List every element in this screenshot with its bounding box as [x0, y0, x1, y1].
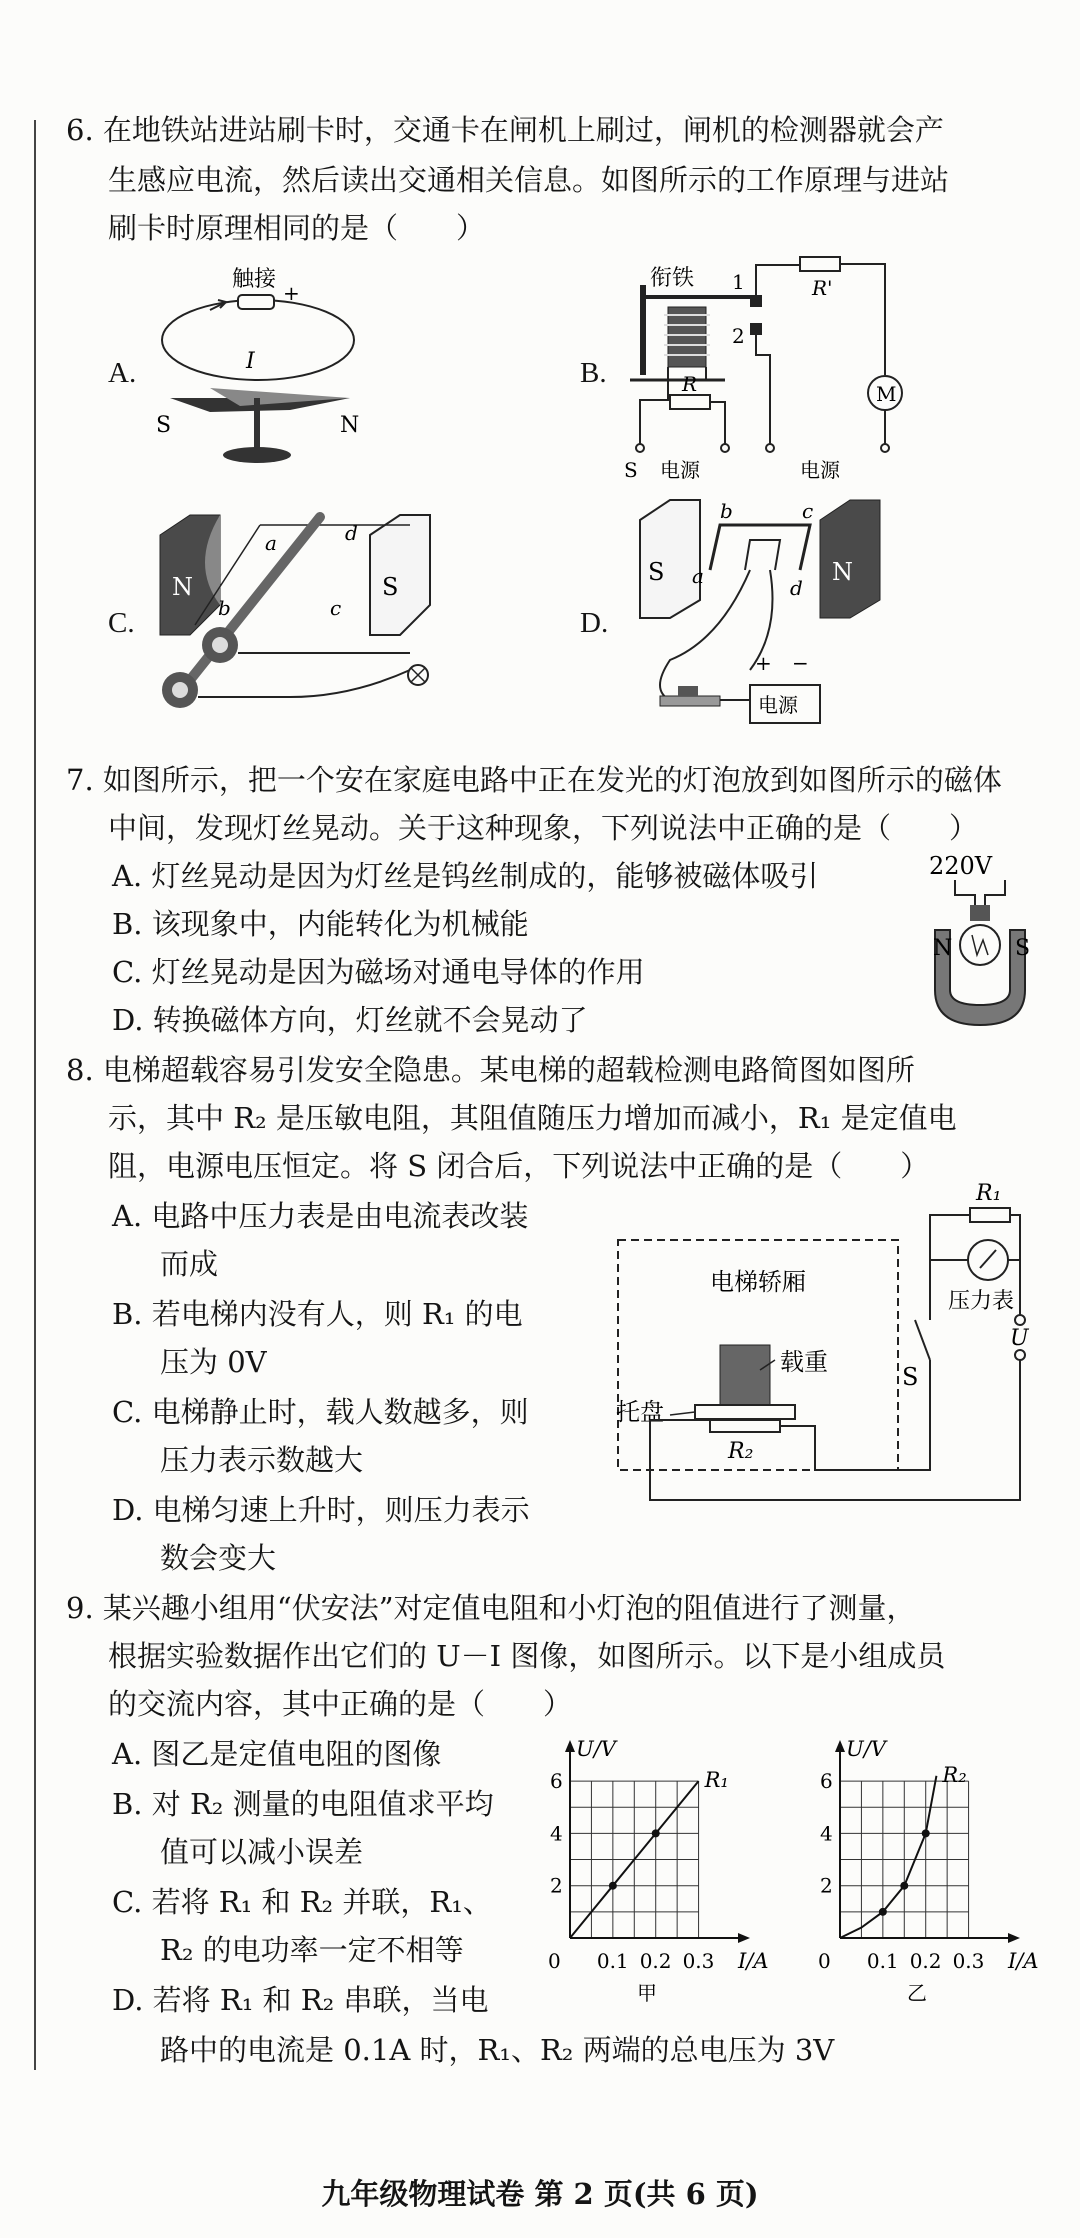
q9-option-c-2: R₂ 的电功率一定不相等: [160, 1933, 464, 1967]
q7-option-b: B. 该现象中，内能转化为机械能: [112, 907, 529, 941]
q6-figure-b: [620, 255, 910, 485]
fig-d-a-label: a: [692, 564, 704, 588]
fig-d-north-label: N: [832, 558, 853, 586]
x-tick-label: 0.3: [682, 1949, 715, 1973]
fig-b-rprime-label: R': [812, 276, 833, 300]
fig-b-armature-label: 衔铁: [650, 266, 695, 291]
fig-b-source-label-2: 电源: [800, 458, 840, 482]
q6-option-b-label: B.: [580, 357, 607, 389]
fig-d-south-label: S: [648, 558, 665, 586]
q9-option-b-2: 值可以减小误差: [160, 1835, 364, 1869]
x-axis-label: I/A: [738, 1949, 769, 1973]
fig-b-contact-1: 1: [732, 270, 745, 294]
y-axis-label: U/V: [846, 1737, 886, 1761]
chart-title: 乙: [907, 1981, 927, 2005]
fig-d-plus-label: +: [755, 651, 772, 675]
fig-c-b-label: b: [218, 596, 231, 620]
y-tick-label: 4: [550, 1821, 563, 1846]
x-tick-label: 0.1: [596, 1949, 629, 1973]
q8-switch-label: S: [902, 1363, 919, 1391]
series-label: R₁: [704, 1768, 729, 1793]
q8-option-d-2: 数会变大: [160, 1541, 277, 1575]
q8-option-d-1: D. 电梯匀速上升时，则压力表示: [112, 1493, 530, 1527]
fig-b-switch-label: S: [624, 458, 638, 482]
q7-line-1: 7. 如图所示，把一个安在家庭电路中正在发光的灯泡放到如图所示的磁体: [66, 763, 1002, 797]
q7-option-a: A. 灯丝晃动是因为灯丝是钨丝制成的，能够被磁体吸引: [112, 859, 819, 893]
q8-option-b-1: B. 若电梯内没有人，则 R₁ 的电: [112, 1297, 523, 1331]
q8-option-a-2: 而成: [160, 1247, 219, 1281]
q8-tray-label: 托盘: [616, 1398, 664, 1426]
data-point: [900, 1882, 908, 1890]
y-tick-label: 6: [550, 1769, 563, 1794]
q8-option-a-1: A. 电路中压力表是由电流表改装: [112, 1199, 529, 1233]
y-tick-label: 2: [820, 1873, 833, 1898]
fig-a-south-label: S: [156, 413, 172, 438]
fig-a-plus-label: +: [283, 281, 300, 305]
q9-line-2: 根据实验数据作出它们的 U－I 图像，如图所示。以下是小组成员: [108, 1639, 946, 1673]
fig-b-contact-2: 2: [732, 324, 745, 348]
fig-a-north-label: N: [340, 413, 360, 438]
y-axis-arrow: [835, 1740, 845, 1752]
y-axis-arrow: [565, 1740, 575, 1752]
data-point: [652, 1829, 660, 1837]
q7-line-2: 中间，发现灯丝晃动。关于这种现象，下列说法中正确的是（ ）: [108, 811, 979, 845]
x-tick-label: 0.2: [909, 1949, 942, 1973]
q6-figure-d: [630, 500, 900, 735]
fig-a-contact-label: 触接: [232, 267, 277, 292]
q9-option-b-1: B. 对 R₂ 测量的电阻值求平均: [112, 1787, 494, 1821]
fig-d-minus-label: −: [792, 651, 809, 675]
series-line: [840, 1776, 936, 1938]
q8-line-1: 8. 电梯超载容易引发安全隐患。某电梯的超载检测电路简图如图所: [66, 1053, 915, 1087]
fig-c-d-label: d: [345, 521, 358, 545]
x-axis-arrow: [1008, 1933, 1020, 1943]
x-tick-label: 0: [818, 1949, 831, 1973]
q8-figure-elevator-circuit: [610, 1180, 1040, 1520]
x-tick-label: 0.2: [639, 1949, 672, 1973]
q6-option-a-label: A.: [108, 357, 137, 389]
fig-a-current-label: I: [246, 349, 255, 374]
q8-option-c-1: C. 电梯静止时，载人数越多，则: [112, 1395, 529, 1429]
x-tick-label: 0: [548, 1949, 561, 1973]
fig-d-b-label: b: [720, 499, 733, 523]
fig-c-c-label: c: [330, 596, 342, 620]
series-label: R₂: [942, 1762, 967, 1787]
x-axis-arrow: [738, 1933, 750, 1943]
fig-d-c-label: c: [802, 499, 814, 523]
q7-north-label: N: [933, 936, 953, 961]
q8-voltage-label: U: [1010, 1326, 1029, 1351]
q9-line-3: 的交流内容，其中正确的是（ ）: [108, 1687, 573, 1721]
q8-line-3: 阻，电源电压恒定。将 S 闭合后，下列说法中正确的是（ ）: [108, 1149, 930, 1183]
fig-b-r-label: R: [682, 372, 698, 396]
motor-icon: M: [876, 382, 897, 406]
q8-r1-label: R₁: [976, 1181, 1002, 1206]
q6-option-d-label: D.: [580, 607, 609, 639]
y-tick-label: 4: [820, 1821, 833, 1846]
q9-option-c-1: C. 若将 R₁ 和 R₂ 并联，R₁、: [112, 1885, 492, 1919]
q8-car-label: 电梯轿厢: [710, 1268, 806, 1296]
q8-option-c-2: 压力表示数越大: [160, 1443, 364, 1477]
q6-figure-a: [150, 260, 380, 470]
q6-option-c-label: C.: [108, 607, 135, 639]
q7-voltage-label: 220V: [929, 852, 993, 880]
q7-figure-bulb-magnet: [925, 850, 1045, 1030]
q9-option-d-1: D. 若将 R₁ 和 R₂ 串联，当电: [112, 1983, 489, 2017]
q7-south-label: S: [1015, 936, 1031, 961]
y-tick-label: 2: [550, 1873, 563, 1898]
chart-title: 甲: [637, 1981, 657, 2005]
fig-d-source-label: 电源: [758, 693, 798, 717]
x-axis-label: I/A: [1008, 1949, 1039, 1973]
data-point: [609, 1882, 617, 1890]
q6-figure-c: [150, 505, 460, 725]
page-footer: 九年级物理试卷 第 2 页(共 6 页): [321, 2177, 759, 2211]
fig-b-source-label-1: 电源: [660, 458, 700, 482]
q8-line-2: 示，其中 R₂ 是压敏电阻，其阻值随压力增加而减小，R₁ 是定值电: [108, 1101, 957, 1135]
q7-option-c: C. 灯丝晃动是因为磁场对通电导体的作用: [112, 955, 645, 989]
x-tick-label: 0.3: [952, 1949, 985, 1973]
q6-line-2: 生感应电流，然后读出交通相关信息。如图所示的工作原理与进站: [108, 163, 950, 197]
q9-option-a: A. 图乙是定值电阻的图像: [112, 1737, 442, 1771]
q9-option-d-2: 路中的电流是 0.1A 时，R₁、R₂ 两端的总电压为 3V: [160, 2033, 835, 2067]
q9-line-1: 9. 某兴趣小组用“伏安法”对定值电阻和小灯泡的阻值进行了测量，: [66, 1591, 916, 1625]
q6-line-3: 刷卡时原理相同的是（ ）: [108, 211, 486, 245]
fig-c-north-label: N: [172, 573, 193, 601]
fig-d-d-label: d: [790, 576, 803, 600]
q6-line-1: 6. 在地铁站进站刷卡时，交通卡在闸机上刷过，闸机的检测器就会产: [66, 113, 944, 147]
q8-option-b-2: 压为 0V: [160, 1345, 267, 1379]
x-tick-label: 0.1: [866, 1949, 899, 1973]
y-tick-label: 6: [820, 1769, 833, 1794]
q8-load-label: 载重: [780, 1348, 828, 1376]
fig-c-a-label: a: [265, 531, 277, 555]
margin-rule: [34, 120, 36, 2070]
q7-option-d: D. 转换磁体方向，灯丝就不会晃动了: [112, 1003, 588, 1037]
y-axis-label: U/V: [576, 1737, 616, 1761]
data-point: [879, 1908, 887, 1916]
q8-r2-label: R₂: [728, 1439, 754, 1464]
chart-jia: [540, 1738, 770, 2008]
chart-yi: [810, 1738, 1040, 2008]
q8-pressure-meter-label: 压力表: [948, 1289, 1015, 1314]
data-point: [922, 1829, 930, 1837]
fig-c-south-label: S: [382, 573, 399, 601]
